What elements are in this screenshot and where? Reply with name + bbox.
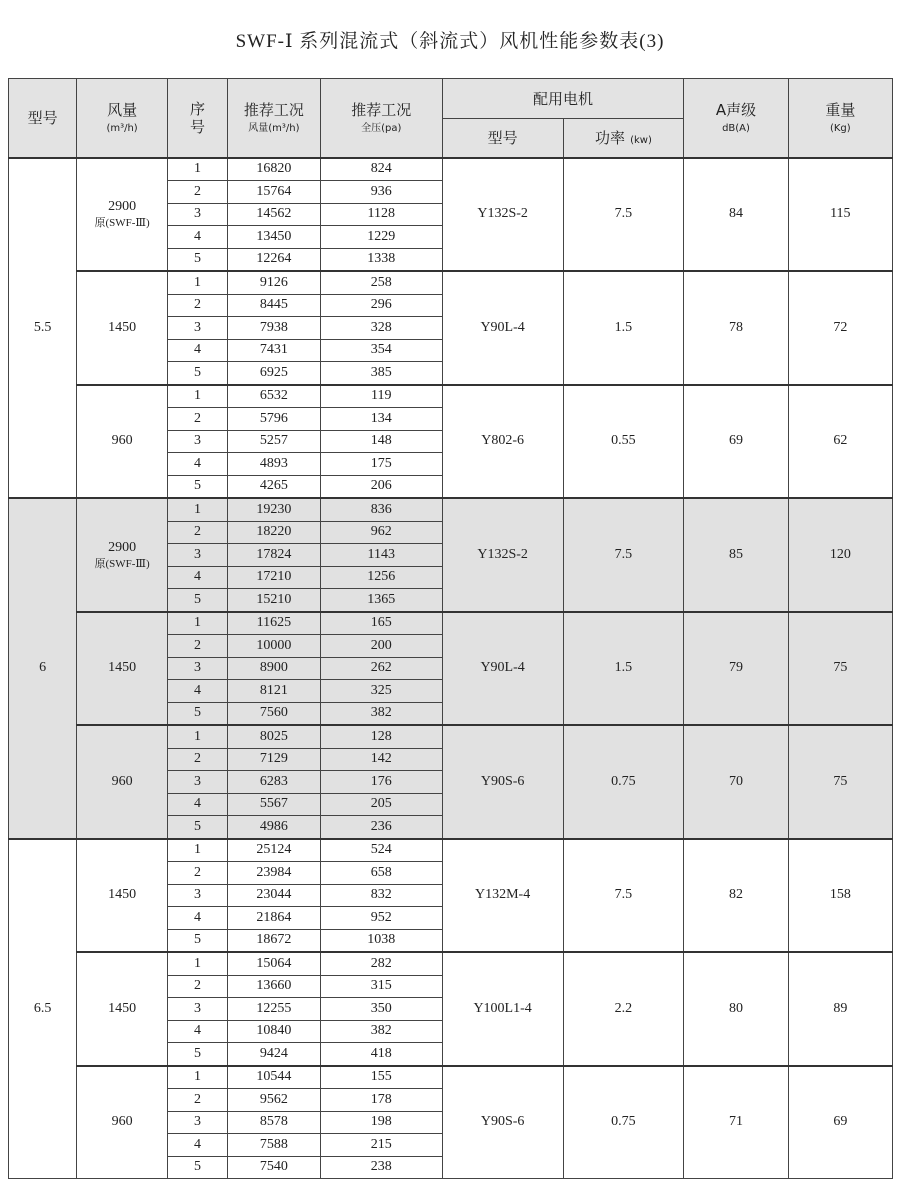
- weight-cell: 115: [788, 158, 892, 272]
- seq-cell: 5: [168, 589, 228, 612]
- pressure-cell: 178: [320, 1089, 442, 1112]
- table-row: [9, 952, 893, 975]
- table-row: [9, 271, 893, 294]
- weight-cell: 158: [788, 839, 892, 953]
- pressure-cell: 205: [320, 793, 442, 816]
- power-cell: 7.5: [563, 498, 684, 612]
- flow-cell: 16820: [227, 158, 320, 181]
- flow-cell: 7129: [227, 748, 320, 771]
- pressure-cell: 142: [320, 748, 442, 771]
- pressure-cell: 262: [320, 657, 442, 680]
- weight-cell: 72: [788, 271, 892, 385]
- motor-type-cell: Y132M-4: [442, 839, 563, 953]
- noise-cell: 84: [684, 158, 788, 272]
- flow-cell: 17210: [227, 566, 320, 589]
- flow-cell: 8445: [227, 294, 320, 317]
- power-cell: 1.5: [563, 612, 684, 726]
- flow-cell: 4893: [227, 453, 320, 476]
- motor-type-cell: Y132S-2: [442, 498, 563, 612]
- pressure-cell: 824: [320, 158, 442, 181]
- seq-cell: 1: [168, 952, 228, 975]
- pressure-cell: 165: [320, 612, 442, 635]
- seq-cell: 5: [168, 1156, 228, 1179]
- speed-value: 1450: [108, 660, 137, 676]
- pressure-cell: 328: [320, 317, 442, 340]
- pressure-cell: 524: [320, 839, 442, 862]
- speed-note: 原(SWF-Ⅲ): [94, 217, 150, 230]
- table-row: [9, 1066, 893, 1089]
- power-cell: 7.5: [563, 839, 684, 953]
- seq-cell: 2: [168, 748, 228, 771]
- pressure-cell: 836: [320, 498, 442, 521]
- seq-cell: 2: [168, 521, 228, 544]
- seq-cell: 2: [168, 408, 228, 431]
- seq-cell: 4: [168, 793, 228, 816]
- speed-cell: [77, 1066, 168, 1179]
- pressure-cell: 128: [320, 725, 442, 748]
- seq-cell: 4: [168, 453, 228, 476]
- flow-cell: 10544: [227, 1066, 320, 1089]
- weight-cell: 75: [788, 612, 892, 726]
- header-motor: 配用电机: [442, 79, 684, 119]
- flow-cell: 6532: [227, 385, 320, 408]
- motor-type-cell: Y90L-4: [442, 612, 563, 726]
- flow-cell: 4986: [227, 816, 320, 839]
- seq-cell: 1: [168, 271, 228, 294]
- speed-cell: [77, 158, 168, 272]
- pressure-cell: 382: [320, 702, 442, 725]
- seq-cell: 4: [168, 339, 228, 362]
- seq-cell: 4: [168, 1134, 228, 1157]
- seq-cell: 4: [168, 680, 228, 703]
- flow-cell: 13450: [227, 226, 320, 249]
- power-cell: 0.55: [563, 385, 684, 499]
- noise-cell: 70: [684, 725, 788, 839]
- pressure-cell: 962: [320, 521, 442, 544]
- seq-cell: 3: [168, 771, 228, 794]
- seq-cell: 4: [168, 566, 228, 589]
- speed-value: 2900: [108, 199, 137, 215]
- speed-value: 960: [111, 433, 133, 449]
- seq-cell: 2: [168, 181, 228, 204]
- pressure-cell: 1365: [320, 589, 442, 612]
- pressure-cell: 385: [320, 362, 442, 385]
- flow-cell: 9562: [227, 1089, 320, 1112]
- speed-value: 960: [111, 1114, 133, 1130]
- pressure-cell: 236: [320, 816, 442, 839]
- seq-cell: 2: [168, 294, 228, 317]
- header-noise: A声级 dB(A): [684, 79, 788, 158]
- flow-cell: 10000: [227, 635, 320, 658]
- flow-cell: 7540: [227, 1156, 320, 1179]
- pressure-cell: 119: [320, 385, 442, 408]
- flow-cell: 15764: [227, 181, 320, 204]
- pressure-cell: 206: [320, 475, 442, 498]
- flow-cell: 13660: [227, 975, 320, 998]
- noise-cell: 82: [684, 839, 788, 953]
- flow-cell: 7560: [227, 702, 320, 725]
- seq-cell: 2: [168, 862, 228, 885]
- seq-cell: 3: [168, 544, 228, 567]
- seq-cell: 5: [168, 248, 228, 271]
- flow-cell: 19230: [227, 498, 320, 521]
- seq-cell: 5: [168, 475, 228, 498]
- seq-cell: 5: [168, 816, 228, 839]
- pressure-cell: 1038: [320, 929, 442, 952]
- speed-value: 1450: [108, 319, 137, 335]
- pressure-cell: 134: [320, 408, 442, 431]
- speed-cell: [77, 271, 168, 385]
- seq-cell: 2: [168, 1089, 228, 1112]
- flow-cell: 5567: [227, 793, 320, 816]
- flow-cell: 18672: [227, 929, 320, 952]
- power-cell: 7.5: [563, 158, 684, 272]
- flow-cell: 14562: [227, 203, 320, 226]
- flow-cell: 18220: [227, 521, 320, 544]
- speed-value: 2900: [108, 539, 137, 555]
- flow-cell: 7588: [227, 1134, 320, 1157]
- seq-cell: 2: [168, 975, 228, 998]
- pressure-cell: 1143: [320, 544, 442, 567]
- model-cell: 6: [9, 498, 77, 839]
- model-cell: 5.5: [9, 158, 77, 499]
- seq-cell: 3: [168, 430, 228, 453]
- speed-cell: [77, 952, 168, 1066]
- weight-cell: 120: [788, 498, 892, 612]
- seq-cell: 5: [168, 702, 228, 725]
- seq-cell: 1: [168, 725, 228, 748]
- speed-value: 1450: [108, 887, 137, 903]
- flow-cell: 5796: [227, 408, 320, 431]
- seq-cell: 3: [168, 998, 228, 1021]
- seq-cell: 5: [168, 1043, 228, 1066]
- weight-cell: 75: [788, 725, 892, 839]
- speed-cell: [77, 725, 168, 839]
- header-flow: 风量 (m³/h): [77, 79, 168, 158]
- seq-cell: 2: [168, 635, 228, 658]
- pressure-cell: 200: [320, 635, 442, 658]
- seq-cell: 1: [168, 1066, 228, 1089]
- seq-cell: 3: [168, 884, 228, 907]
- pressure-cell: 1256: [320, 566, 442, 589]
- power-cell: 1.5: [563, 271, 684, 385]
- table-body: [9, 158, 893, 1179]
- power-cell: 2.2: [563, 952, 684, 1066]
- motor-type-cell: Y90S-6: [442, 1066, 563, 1179]
- header-rec-pressure: 推荐工况 全压(pa): [320, 79, 442, 158]
- flow-cell: 21864: [227, 907, 320, 930]
- pressure-cell: 658: [320, 862, 442, 885]
- flow-cell: 4265: [227, 475, 320, 498]
- header-model: 型号: [9, 79, 77, 158]
- page-title: SWF-Ⅰ 系列混流式（斜流式）风机性能参数表(3): [235, 31, 665, 52]
- motor-type-cell: Y90L-4: [442, 271, 563, 385]
- seq-cell: 4: [168, 907, 228, 930]
- table-row: [9, 158, 893, 181]
- header-seq: 序号: [168, 79, 228, 158]
- seq-cell: 4: [168, 226, 228, 249]
- pressure-cell: 148: [320, 430, 442, 453]
- seq-cell: 3: [168, 657, 228, 680]
- seq-cell: 5: [168, 929, 228, 952]
- performance-table: [8, 78, 893, 1179]
- speed-value: 960: [111, 773, 133, 789]
- seq-cell: 3: [168, 1111, 228, 1134]
- flow-cell: 9424: [227, 1043, 320, 1066]
- flow-cell: 12264: [227, 248, 320, 271]
- pressure-cell: 175: [320, 453, 442, 476]
- flow-cell: 15064: [227, 952, 320, 975]
- flow-cell: 8900: [227, 657, 320, 680]
- header-weight: 重量 (Kg): [788, 79, 892, 158]
- header-rec-flow: 推荐工况 风量(m³/h): [227, 79, 320, 158]
- weight-cell: 89: [788, 952, 892, 1066]
- flow-cell: 8121: [227, 680, 320, 703]
- pressure-cell: 1128: [320, 203, 442, 226]
- flow-cell: 17824: [227, 544, 320, 567]
- flow-cell: 5257: [227, 430, 320, 453]
- pressure-cell: 176: [320, 771, 442, 794]
- table-row: [9, 612, 893, 635]
- seq-cell: 1: [168, 839, 228, 862]
- flow-cell: 25124: [227, 839, 320, 862]
- speed-value: 1450: [108, 1000, 137, 1016]
- pressure-cell: 155: [320, 1066, 442, 1089]
- pressure-cell: 354: [320, 339, 442, 362]
- pressure-cell: 315: [320, 975, 442, 998]
- seq-cell: 5: [168, 362, 228, 385]
- speed-cell: [77, 498, 168, 612]
- motor-type-cell: Y100L1-4: [442, 952, 563, 1066]
- table-row: [9, 725, 893, 748]
- seq-cell: 4: [168, 1020, 228, 1043]
- seq-cell: 3: [168, 203, 228, 226]
- flow-cell: 12255: [227, 998, 320, 1021]
- flow-cell: 7938: [227, 317, 320, 340]
- speed-cell: [77, 385, 168, 499]
- header-power: 功率 (kw): [563, 119, 684, 158]
- motor-type-cell: Y90S-6: [442, 725, 563, 839]
- noise-cell: 78: [684, 271, 788, 385]
- pressure-cell: 282: [320, 952, 442, 975]
- pressure-cell: 952: [320, 907, 442, 930]
- seq-cell: 3: [168, 317, 228, 340]
- table-row: [9, 498, 893, 521]
- flow-cell: 10840: [227, 1020, 320, 1043]
- noise-cell: 85: [684, 498, 788, 612]
- motor-type-cell: Y802-6: [442, 385, 563, 499]
- table-row: [9, 839, 893, 862]
- table-row: [9, 385, 893, 408]
- flow-cell: 8578: [227, 1111, 320, 1134]
- power-cell: 0.75: [563, 1066, 684, 1179]
- pressure-cell: 832: [320, 884, 442, 907]
- motor-type-cell: Y132S-2: [442, 158, 563, 272]
- seq-cell: 1: [168, 612, 228, 635]
- pressure-cell: 418: [320, 1043, 442, 1066]
- flow-cell: 6925: [227, 362, 320, 385]
- flow-cell: 6283: [227, 771, 320, 794]
- noise-cell: 80: [684, 952, 788, 1066]
- header-motor-type: 型号: [442, 119, 563, 158]
- speed-cell: [77, 612, 168, 726]
- flow-cell: 7431: [227, 339, 320, 362]
- noise-cell: 69: [684, 385, 788, 499]
- noise-cell: 79: [684, 612, 788, 726]
- pressure-cell: 382: [320, 1020, 442, 1043]
- weight-cell: 69: [788, 1066, 892, 1179]
- flow-cell: 23984: [227, 862, 320, 885]
- pressure-cell: 258: [320, 271, 442, 294]
- speed-cell: [77, 839, 168, 953]
- pressure-cell: 325: [320, 680, 442, 703]
- pressure-cell: 350: [320, 998, 442, 1021]
- flow-cell: 15210: [227, 589, 320, 612]
- power-cell: 0.75: [563, 725, 684, 839]
- table-header: [9, 79, 893, 158]
- weight-cell: 62: [788, 385, 892, 499]
- pressure-cell: 936: [320, 181, 442, 204]
- flow-cell: 11625: [227, 612, 320, 635]
- seq-cell: 1: [168, 498, 228, 521]
- seq-cell: 1: [168, 385, 228, 408]
- flow-cell: 23044: [227, 884, 320, 907]
- speed-note: 原(SWF-Ⅲ): [94, 557, 150, 570]
- pressure-cell: 1338: [320, 248, 442, 271]
- pressure-cell: 238: [320, 1156, 442, 1179]
- pressure-cell: 1229: [320, 226, 442, 249]
- pressure-cell: 296: [320, 294, 442, 317]
- model-cell: 6.5: [9, 839, 77, 1179]
- seq-cell: 1: [168, 158, 228, 181]
- pressure-cell: 198: [320, 1111, 442, 1134]
- noise-cell: 71: [684, 1066, 788, 1179]
- flow-cell: 8025: [227, 725, 320, 748]
- flow-cell: 9126: [227, 271, 320, 294]
- pressure-cell: 215: [320, 1134, 442, 1157]
